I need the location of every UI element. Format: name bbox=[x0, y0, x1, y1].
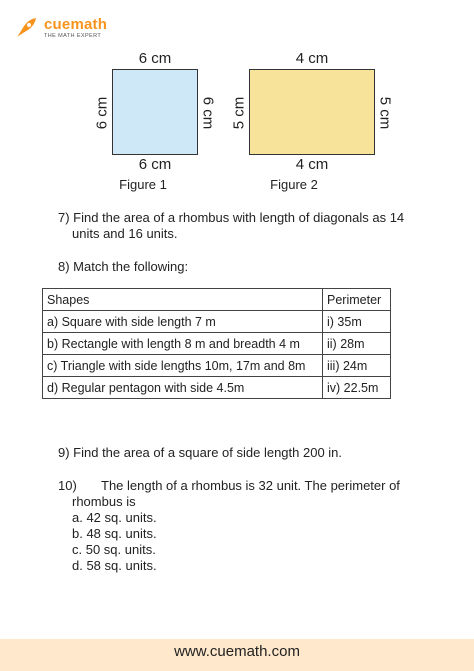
figure1-bottom-dimension: 6 cm bbox=[138, 156, 172, 173]
figure1-left-dimension: 6 cm bbox=[93, 96, 111, 130]
option-d: d. 58 sq. units. bbox=[72, 558, 157, 573]
table-row bbox=[43, 311, 391, 333]
question-9-text: 9) Find the area of a square of side length 200 in. bbox=[58, 445, 343, 460]
table-cell-perimeter: i) 35m bbox=[323, 311, 391, 333]
table-row bbox=[43, 333, 391, 355]
table-header-perimeter: Perimeter bbox=[323, 289, 391, 311]
table-cell-shape: c) Triangle with side lengths 10m, 17m and 8m bbox=[43, 355, 323, 377]
table-row bbox=[43, 377, 391, 399]
table-row bbox=[43, 355, 391, 377]
brand-name: cuemath bbox=[44, 15, 108, 33]
figure2-label: Figure 2 bbox=[270, 177, 318, 192]
option-b: b. 48 sq. units. bbox=[72, 526, 157, 541]
option-a: a. 42 sq. units. bbox=[72, 510, 157, 525]
question-7-line2: units and 16 units. bbox=[72, 226, 178, 241]
figure1-top-dimension: 6 cm bbox=[138, 50, 172, 67]
figure2-right-dimension: 5 cm bbox=[376, 96, 394, 130]
question-8-text: 8) Match the following: bbox=[58, 259, 189, 274]
question-10-line2: rhombus is bbox=[72, 494, 136, 509]
table-header-shapes: Shapes bbox=[43, 289, 323, 311]
table-cell-perimeter: iv) 22.5m bbox=[323, 377, 391, 399]
match-table bbox=[42, 288, 391, 399]
table-cell-shape: d) Regular pentagon with side 4.5m bbox=[43, 377, 323, 399]
figure2-bottom-dimension: 4 cm bbox=[295, 156, 329, 173]
question-10-number: 10) bbox=[58, 478, 77, 493]
table-cell-shape: b) Rectangle with length 8 m and breadth 4 m bbox=[43, 333, 323, 355]
table-header-row bbox=[43, 289, 391, 311]
figure2-top-dimension: 4 cm bbox=[295, 50, 329, 67]
figure1-right-dimension: 6 cm bbox=[199, 96, 217, 130]
figure1-label: Figure 1 bbox=[119, 177, 167, 192]
figure1-square bbox=[112, 69, 198, 155]
table-cell-perimeter: iii) 24m bbox=[323, 355, 391, 377]
question-10-line1: The length of a rhombus is 32 unit. The perimeter of bbox=[101, 478, 400, 493]
cuemath-logo bbox=[14, 16, 107, 40]
rocket-icon bbox=[14, 16, 38, 40]
footer-url[interactable]: www.cuemath.com bbox=[174, 643, 300, 660]
question-7-line1: 7) Find the area of a rhombus with length of diagonals as 14 bbox=[58, 210, 405, 225]
figure2-rectangle bbox=[249, 69, 375, 155]
table-cell-shape: a) Square with side length 7 m bbox=[43, 311, 323, 333]
table-cell-perimeter: ii) 28m bbox=[323, 333, 391, 355]
figure2-left-dimension: 5 cm bbox=[230, 96, 248, 130]
option-c: c. 50 sq. units. bbox=[72, 542, 156, 557]
brand-tagline: THE MATH EXPERT bbox=[44, 32, 102, 39]
